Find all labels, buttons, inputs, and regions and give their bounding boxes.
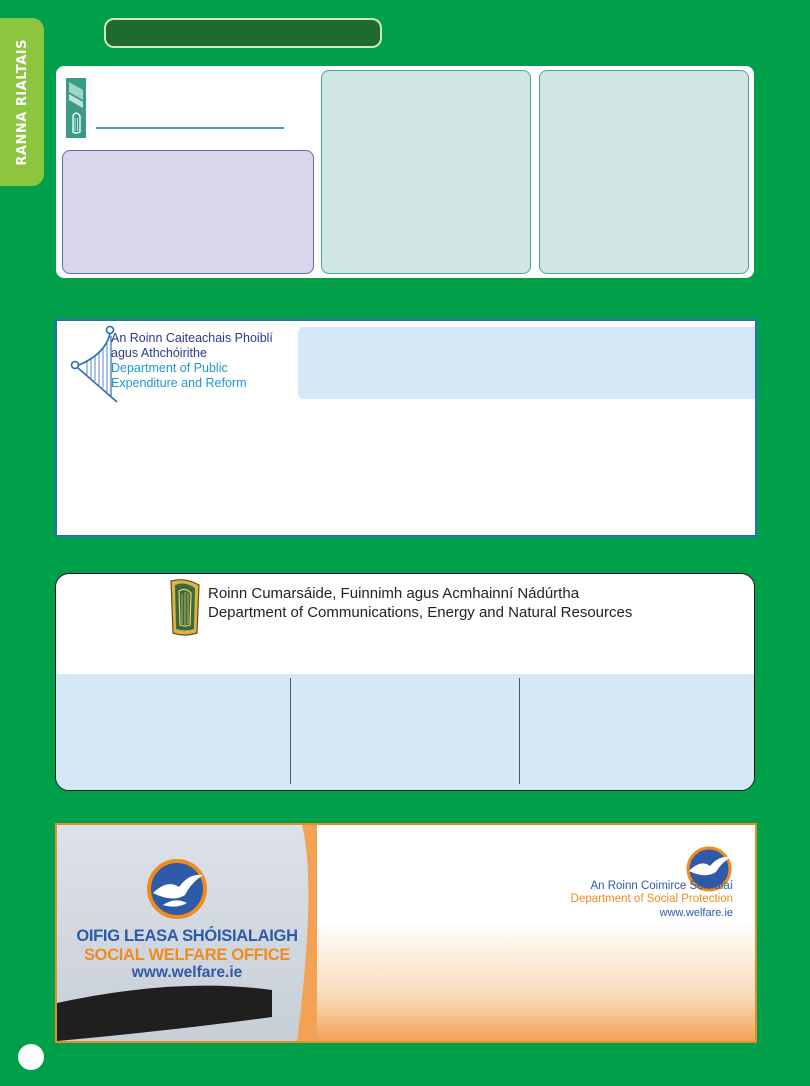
info-panel-mint-2 xyxy=(539,70,749,274)
dcenr-name-ga: Roinn Cumarsáide, Fuinnimh agus Acmhainní Nádúrtha xyxy=(208,585,580,602)
dept-name-ga: An Roinn Coimirce Sóisialaí xyxy=(590,880,733,892)
harp-icon xyxy=(66,78,86,138)
dper-name-ga-2: agus Athchóirithe xyxy=(111,346,207,360)
column-divider xyxy=(290,678,291,784)
dcenr-info-band xyxy=(56,674,754,790)
dcenr-name xyxy=(208,584,632,622)
social-welfare-office-sign xyxy=(57,825,317,1041)
office-name-ga: OIFIG LEASA SHÓISIALAIGH xyxy=(76,927,298,945)
dcenr-name-en: Department of Communications, Energy and Natural Resources xyxy=(208,604,633,621)
info-panel-mint-1 xyxy=(321,70,531,274)
dept-url[interactable]: www.welfare.ie xyxy=(659,907,733,919)
section-tab xyxy=(0,18,44,186)
dper-card xyxy=(55,319,757,537)
dove-emblem-icon xyxy=(145,853,209,921)
title-underline xyxy=(96,127,284,129)
dper-name-ga-1: An Roinn Caiteachais Phoiblí xyxy=(111,331,273,345)
dper-name-en-1: Department of Public xyxy=(111,361,228,375)
harp-icon xyxy=(167,577,203,637)
dept-name-en: Department of Social Protection xyxy=(570,893,733,905)
dcenr-card xyxy=(55,573,755,791)
social-welfare-card xyxy=(55,823,757,1043)
office-url[interactable]: www.welfare.ie xyxy=(131,964,243,981)
dper-header-band xyxy=(298,327,755,399)
dper-name xyxy=(111,331,273,391)
section-tab-label: RANNA RIALTAIS xyxy=(14,38,30,166)
office-name-en: SOCIAL WELFARE OFFICE xyxy=(83,946,291,964)
info-panel-lavender xyxy=(62,150,314,274)
dper-name-en-2: Expenditure and Reform xyxy=(111,376,247,390)
header-pill xyxy=(104,18,382,48)
department-card-1 xyxy=(56,66,754,278)
page-number-badge xyxy=(18,1044,44,1070)
column-divider xyxy=(519,678,520,784)
